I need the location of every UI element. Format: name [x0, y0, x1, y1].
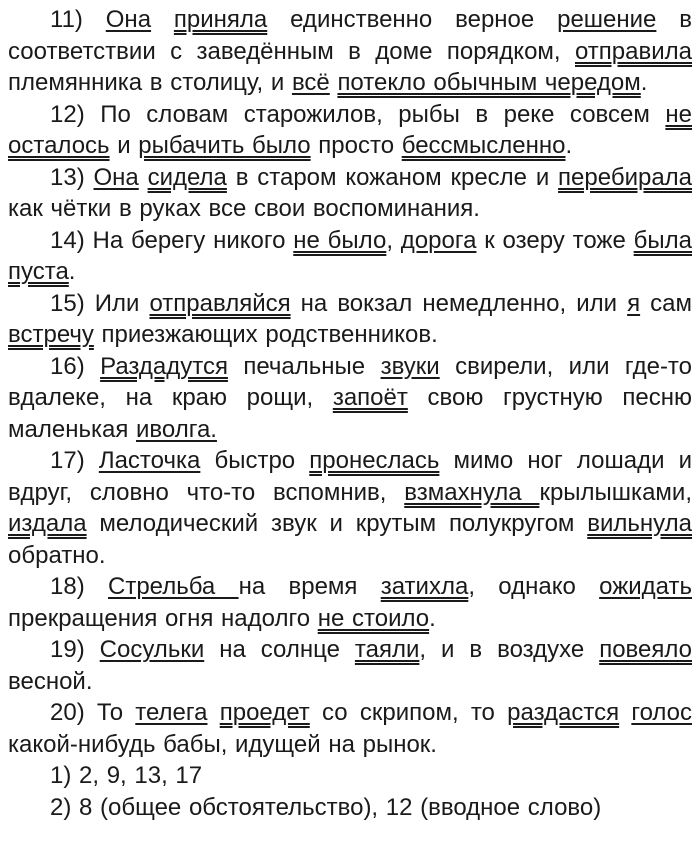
- subject-underlined-word: Ласточка: [98, 447, 201, 474]
- sentence-text: 11): [50, 6, 106, 33]
- answer-line: 1) 2, 9, 13, 17: [50, 762, 203, 789]
- sentence-text: , и в воздухе: [419, 636, 600, 663]
- sentence-text: единственно верное: [267, 6, 558, 33]
- sentence-text: обратно.: [8, 541, 106, 569]
- predicate-underlined-word: вильнула: [587, 510, 692, 537]
- subject-underlined-word: телега: [135, 699, 208, 726]
- predicate-underlined-word: проедет: [219, 699, 310, 726]
- sentence-text: на солнце: [204, 636, 355, 663]
- sentence-text: .: [68, 258, 76, 285]
- predicate-underlined-word: перебирала: [558, 163, 693, 191]
- predicate-underlined-word: не стоило: [317, 604, 430, 632]
- subject-underlined-word: решение: [557, 6, 657, 33]
- sentence-text: со скрипом, то: [309, 699, 508, 726]
- predicate-underlined-word: приняла: [173, 6, 268, 33]
- predicate-underlined-word: таяли: [354, 636, 420, 663]
- sentence-text: 13): [50, 163, 94, 191]
- subject-underlined-word: Сосульки: [99, 636, 205, 663]
- sentence-text: в старом кожаном кресле и: [226, 163, 559, 191]
- answer-line: 2) 8 (общее обстоятельство), 12 (вводное слово): [50, 793, 602, 821]
- sentence-text: сам: [640, 289, 693, 317]
- sentence-text: .: [565, 132, 573, 159]
- sentence-text: 12) По словам старожилов, рыбы в реке совсем: [50, 100, 666, 128]
- sentence-paragraph: [8, 634, 692, 697]
- sentence-text: .: [429, 604, 436, 632]
- sentence-text: .: [640, 69, 648, 96]
- sentence-text: и: [109, 132, 139, 159]
- subject-underlined-word: дорога: [400, 226, 477, 254]
- sentence-text: [151, 6, 174, 33]
- sentence-text: 16): [50, 352, 101, 380]
- predicate-underlined-word: сидела: [147, 163, 227, 191]
- sentence-text: 15) Или: [50, 289, 150, 317]
- sentence-text: печальные: [227, 352, 381, 380]
- sentence-paragraph: [8, 445, 692, 571]
- sentence-text: [139, 164, 148, 191]
- sentence-text: мимо ног лошади и вдруг, словно что-то вспомнив,: [8, 447, 692, 506]
- subject-underlined-word: всё: [291, 69, 330, 96]
- predicate-underlined-word: взмахнула: [404, 478, 540, 506]
- sentence-paragraph: [8, 288, 692, 351]
- predicate-underlined-word: не осталось: [8, 100, 692, 159]
- subject-underlined-word: голос: [631, 699, 693, 726]
- predicate-underlined-word: повеяло: [599, 636, 692, 663]
- subject-underlined-word: иволга.: [136, 415, 217, 443]
- predicate-underlined-word: издала: [8, 510, 87, 537]
- sentence-text: весной.: [8, 667, 93, 695]
- subject-underlined-word: Она: [93, 163, 139, 191]
- predicate-underlined-word: Раздадутся: [100, 352, 228, 380]
- answer-list: [8, 760, 692, 823]
- sentence-text: просто: [310, 132, 402, 159]
- sentence-paragraph: [8, 4, 692, 99]
- sentence-text: [619, 699, 631, 726]
- predicate-underlined-word: запоёт: [332, 384, 408, 411]
- sentence-paragraph: [8, 351, 692, 446]
- sentence-text: 14) На берегу никого: [50, 226, 294, 254]
- predicate-underlined-word: была пуста: [8, 226, 692, 285]
- predicate-underlined-word: отправляйся: [149, 289, 291, 317]
- sentence-text: быстро: [200, 447, 310, 474]
- sentence-text: свою грустную песню маленькая: [8, 384, 692, 443]
- subject-underlined-word: я: [627, 289, 641, 317]
- sentence-text: к озеру тоже: [476, 226, 634, 254]
- sentence-text: ,: [386, 226, 401, 254]
- sentence-text: [207, 699, 219, 726]
- sentence-text: на время: [238, 573, 381, 600]
- sentence-list: [8, 4, 692, 760]
- sentence-paragraph: [8, 697, 692, 760]
- sentence-text: крылышками,: [539, 478, 692, 506]
- predicate-underlined-word: раздастся: [507, 699, 620, 726]
- predicate-underlined-word: затихла: [380, 573, 469, 600]
- sentence-paragraph: [8, 162, 692, 225]
- subject-underlined-word: ожидать: [599, 573, 692, 600]
- sentence-text: 20) То: [50, 699, 136, 726]
- sentence-text: племянника в столицу, и: [8, 69, 292, 96]
- sentence-text: 17): [50, 447, 99, 474]
- sentence-text: 18): [50, 573, 108, 600]
- sentence-text: 19): [50, 636, 100, 663]
- predicate-underlined-word: не было: [293, 226, 387, 254]
- sentence-paragraph: [8, 571, 692, 634]
- sentence-text: в соответствии с заведённым в доме порядком,: [8, 6, 693, 65]
- subject-underlined-word: Стрельба: [108, 573, 239, 600]
- sentence-text: мелодический звук и крутым полукругом: [86, 510, 588, 537]
- sentence-paragraph: [8, 99, 692, 162]
- sentence-text: на вокзал немедленно, или: [290, 289, 628, 317]
- sentence-text: , однако: [468, 573, 600, 600]
- sentence-paragraph: [8, 225, 692, 288]
- predicate-underlined-word: пронеслась: [309, 447, 440, 474]
- sentence-text: как чётки в руках все свои воспоминания.: [8, 195, 480, 222]
- subject-underlined-word: звуки: [380, 352, 440, 380]
- subject-underlined-word: Она: [105, 6, 152, 33]
- predicate-underlined-word: отправила: [574, 37, 692, 65]
- sentence-text: прекращения огня надолго: [8, 604, 318, 632]
- predicate-underlined-word: рыбачить было: [138, 132, 311, 159]
- sentence-text: какой-нибудь бабы, идущей на рынок.: [8, 730, 437, 758]
- predicate-underlined-word: бессмысленно: [401, 132, 566, 159]
- sentence-text: приезжающих родственников.: [93, 321, 438, 348]
- predicate-underlined-word: потекло обычным чередом: [337, 69, 641, 96]
- sentence-text: свирели, или где-то вдалеке, на краю рощи,: [8, 352, 693, 411]
- predicate-underlined-word: встречу: [8, 321, 94, 348]
